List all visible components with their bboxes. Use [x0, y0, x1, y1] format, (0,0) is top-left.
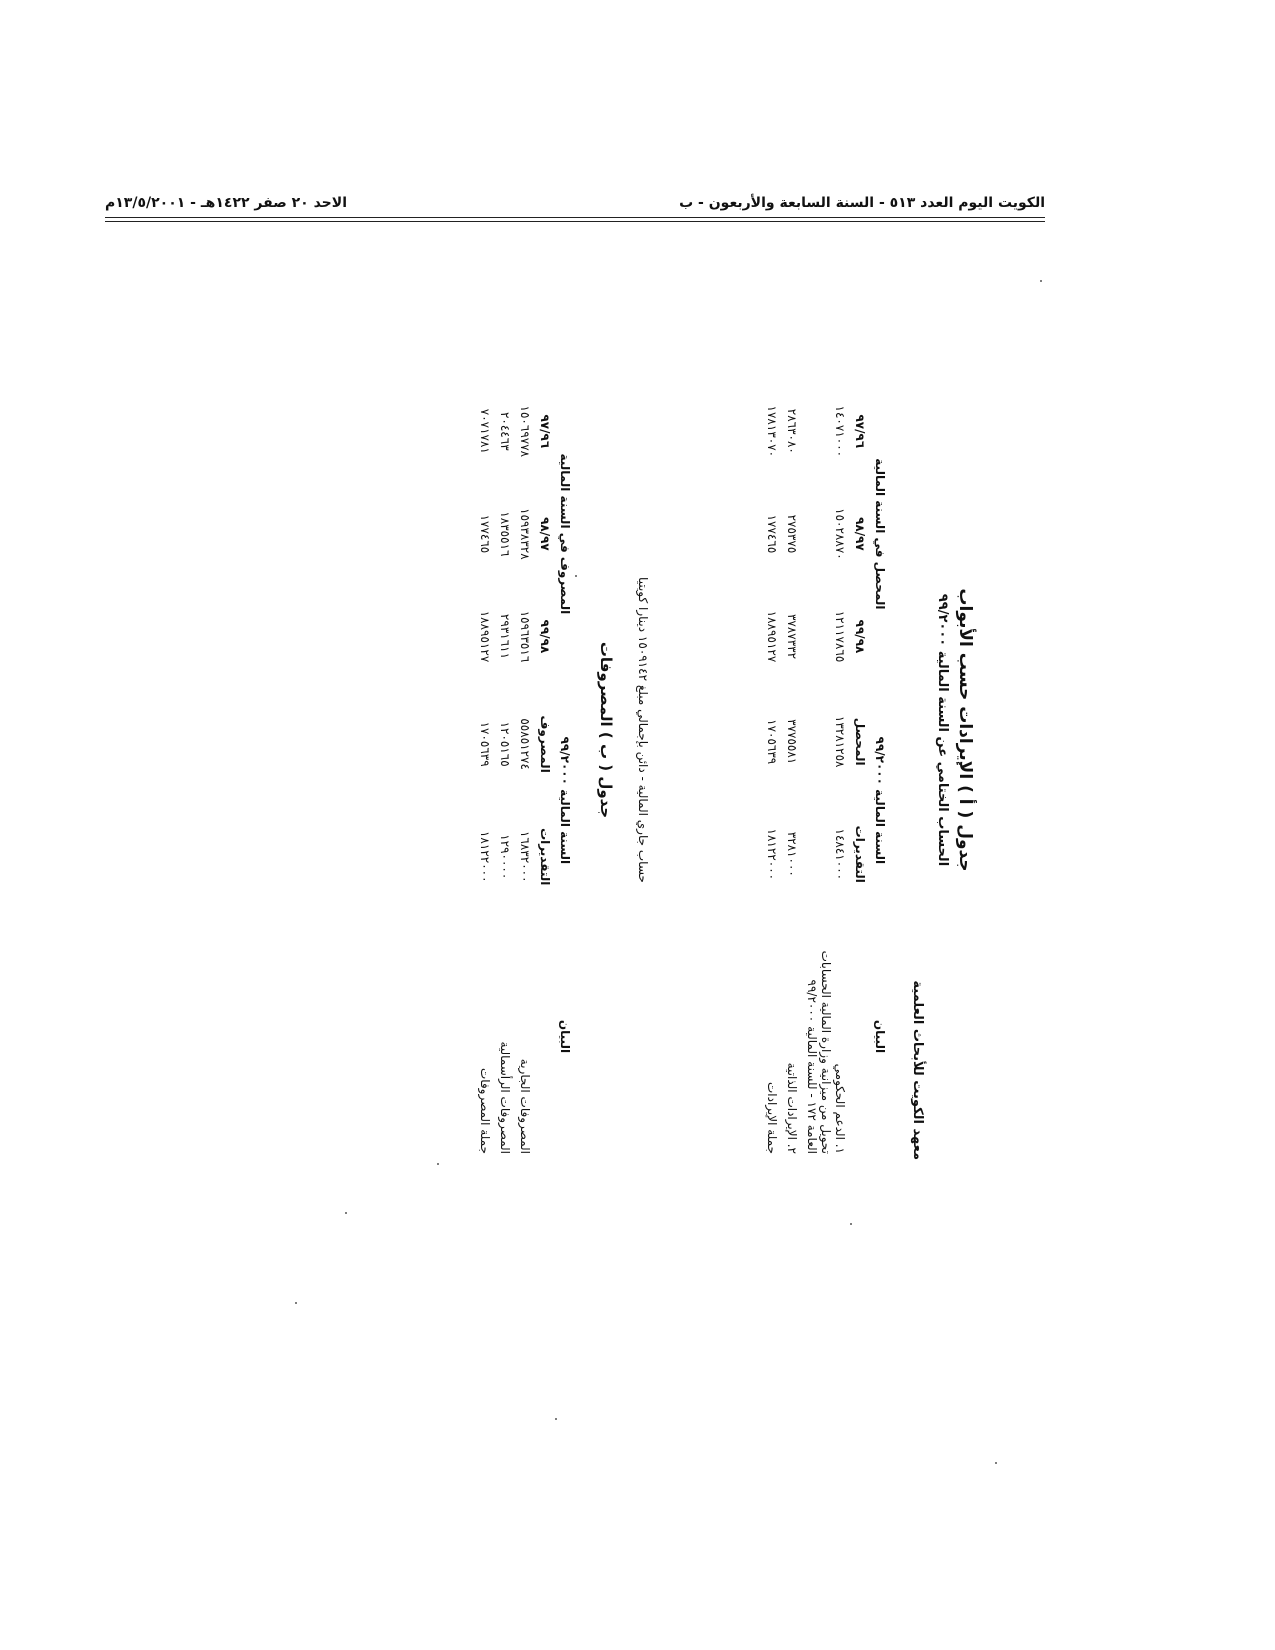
header-current-year: السنة المالية ٩٩/٢٠٠٠ — [873, 736, 887, 865]
cell-y9697: ١٤٠٧١٠٠٠ — [833, 405, 847, 458]
table-row — [495, 380, 515, 1160]
header-y9899: ٩٩/٩٨ — [538, 619, 552, 654]
scan-speck — [850, 1223, 852, 1225]
cell-y9798: ١٥٠٢٨٨٧٠ — [833, 508, 847, 560]
table-a-subtitle: الحساب الختامي عن السنة المالية ٩٩/٢٠٠٠ — [935, 593, 950, 867]
cell-actual: ١٢٠٥١٦٥ — [498, 721, 512, 767]
scan-speck — [995, 1462, 997, 1464]
scan-speck — [1040, 280, 1042, 282]
cell-y9798: ١٨٣٥٥١٦ — [498, 511, 512, 557]
scan-speck — [437, 1163, 439, 1165]
row-label: المصروفات الجارية — [518, 1058, 532, 1154]
table-header-row — [555, 380, 575, 1160]
table-b-note: حساب جاري المالية - دائن بإجمالي مبلغ ١٥٠٩١٤٢ دينارا كويتيا — [636, 577, 650, 883]
table-header-row — [870, 380, 890, 1160]
expenses-table — [475, 380, 575, 1160]
rotated-content — [160, 300, 980, 1160]
cell-y9697: ٢٠٤٤٦٣ — [498, 411, 512, 451]
cell-y9798: ٢٧٥٣٧٥ — [785, 514, 799, 554]
header-item: البيان — [558, 1019, 572, 1054]
header-y9798: ٩٨/٩٧ — [853, 517, 867, 551]
header-item: البيان — [873, 1019, 887, 1054]
header-estimate: التقديرات — [538, 828, 552, 886]
cell-estimate: ١٢٩٠٠٠٠ — [498, 834, 512, 880]
header-rule-secondary — [105, 221, 1045, 222]
table-row — [802, 380, 850, 1160]
header-previous-years: المحصل في السنة المالية — [873, 458, 887, 610]
cell-y9899: ١٨٨٩٥١٢٧ — [478, 610, 492, 663]
row-label: المصروفات الرأسمالية — [498, 1041, 512, 1154]
header-estimate: التقديرات — [853, 825, 867, 883]
scan-speck — [575, 575, 577, 577]
table-b-title: جدول ( ب ) المصروفات — [597, 641, 615, 819]
scan-speck — [295, 1302, 297, 1304]
cell-estimate: ١٨١٢٢٠٠٠ — [765, 828, 779, 881]
scan-speck — [345, 1212, 347, 1214]
cell-estimate: ٣٢٨١٠٠٠ — [785, 831, 799, 877]
cell-y9697: ٢٨٦٣٠٨٠ — [785, 408, 799, 454]
header-current-year: السنة المالية ٩٩/٢٠٠٠ — [558, 736, 572, 865]
header-y9697: ٩٧/٩٦ — [853, 414, 867, 449]
cell-estimate: ١٨١٢٢٠٠٠ — [478, 830, 492, 883]
table-row-total — [762, 380, 782, 1160]
organization-name: معهد الكويت للأبحاث العلمية — [910, 980, 925, 1160]
cell-y9798: ١٧٧٤٦٥ — [765, 514, 779, 554]
header-actual: المصروف — [538, 715, 552, 773]
cell-y9899: ١٨٨٩٥١٢٧ — [765, 610, 779, 663]
cell-estimate: ١٤٨٤١٠٠٠ — [833, 828, 847, 881]
cell-y9899: ١٢١١٧٨٦٥ — [833, 610, 847, 663]
cell-actual: ٥٥٨٥١٢٧٤ — [518, 718, 532, 770]
table-row — [515, 380, 535, 1160]
cell-y9899: ١٥٩٦٣٥١٦ — [518, 610, 532, 663]
cell-estimate: ١٦٨٣٢٠٠٠ — [518, 830, 532, 883]
cell-actual: ١٧٠٥٦٣٩ — [765, 719, 779, 765]
rotated-page — [160, 300, 980, 1160]
header-actual: المحصل — [853, 717, 867, 766]
cell-y9798: ١٥٩٣٨٣٢٨ — [518, 508, 532, 560]
row-label: جملة الإيرادات — [765, 1081, 779, 1154]
row-label: ٢. الإيرادات الذاتية — [785, 1062, 799, 1154]
table-row-total — [475, 380, 495, 1160]
revenue-table — [762, 380, 890, 1160]
header-rule — [105, 217, 1045, 218]
table-row — [782, 380, 802, 1160]
header-y9899: ٩٩/٩٨ — [853, 619, 867, 654]
cell-actual: ١٣٢٨١٢٥٨ — [833, 715, 847, 768]
cell-y9899: ٢٩٣١٦١١ — [498, 613, 512, 660]
cell-y9697: ١٥٠٦٩٧٧٨ — [518, 405, 532, 458]
row-label: جملة المصروفات — [478, 1067, 492, 1154]
table-a-title: جدول ( أ ) الإيرادات حسب الأبواب — [955, 588, 975, 872]
header-y9697: ٩٧/٩٦ — [538, 414, 552, 449]
row-label: ١. الدعم الحكومي تحويل من ميزانية وزارة المالية الحسابات العامة ١٧٢ - للسنة المالية ٩٩/٢٠٠٠ — [805, 950, 847, 1154]
scan-speck — [555, 1418, 557, 1420]
cell-actual: ١٧٠٥٦٣٩ — [478, 721, 492, 767]
cell-y9697: ١٧٨١٣٠٧٠ — [765, 405, 779, 458]
cell-y9798: ١٧٧٤٦٥ — [478, 514, 492, 554]
cell-y9899: ٣٧٨٧٣٣٢ — [785, 613, 799, 660]
header-date: الاحد ٢٠ صفر ١٤٢٢هـ - ١٣/٥/٢٠٠١م — [105, 195, 347, 211]
header-previous-years: المصروف في السنة المالية — [558, 453, 572, 615]
cell-actual: ٣٧٧٥٥٨١ — [785, 719, 799, 765]
header-issue-info: الكويت اليوم العدد ٥١٣ - السنة السابعة والأربعون - ب — [679, 195, 1045, 211]
header-y9798: ٩٨/٩٧ — [538, 517, 552, 551]
cell-y9697: ٧٠٧١٧٨١ — [478, 408, 492, 454]
